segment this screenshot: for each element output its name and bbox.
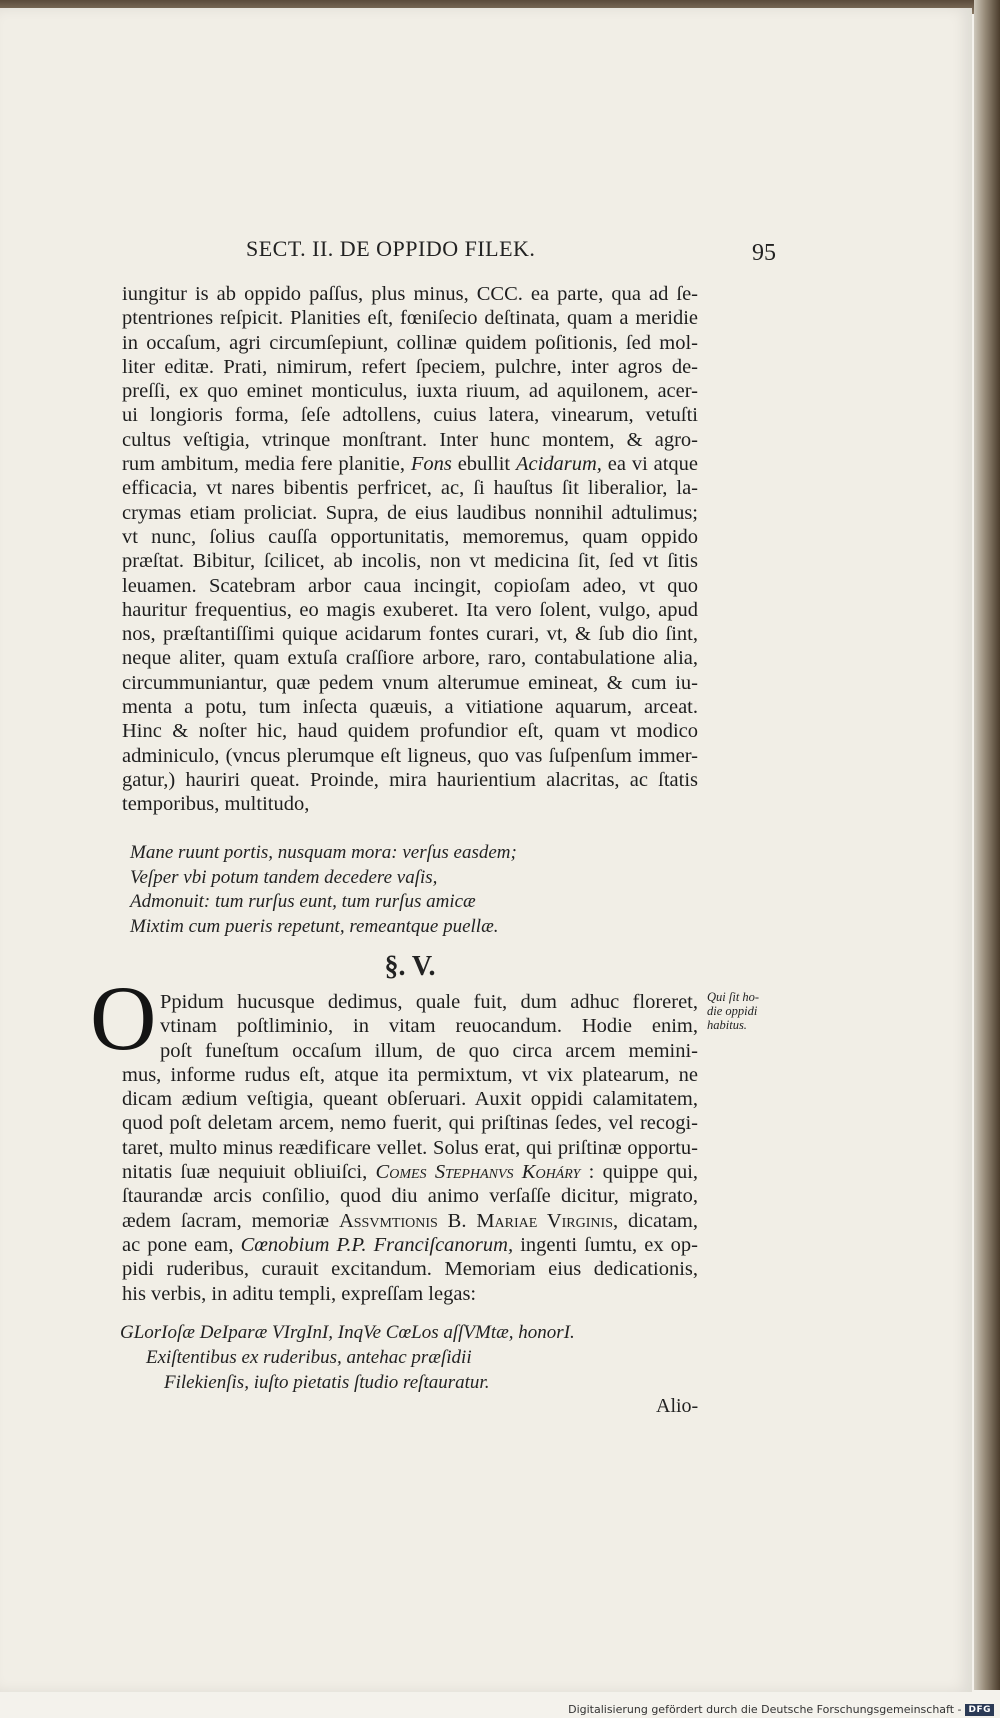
text-line: Hinc & noſter hic, haud quidem profundior eſt, quam vt modico (122, 720, 698, 743)
text-fragment: ac pone eam, (122, 1233, 234, 1256)
text-line: nos, præſtantiſſimi quique acidarum fontes curari, vt, & ſub dio ſint, (122, 623, 698, 646)
catchword: Alio- (656, 1395, 699, 1417)
text-fragment: ingenti ſumtu, ex op- (520, 1233, 699, 1256)
text-line: cultus veſtigia, vtrinque monſtrant. Inter hunc montem, & agro- (122, 428, 698, 451)
text-fragment: nitatis ſuæ nequiuit obliuiſci, (122, 1161, 368, 1184)
text-line: circummuniantur, quæ pedem vnum alterumue emineat, & cum iu- (122, 671, 698, 694)
book-edge-right (974, 0, 1000, 1690)
text-line: gatur,) hauriri queat. Proinde, mira haurientium alacritas, ac ſtatis (122, 768, 698, 791)
inscription-line: GLorIoſæ DeIparæ VIrgInI, InqVe CœLos aſſVMtæ, honorI. (120, 1322, 575, 1343)
text-fragment: , dicatam, (612, 1209, 698, 1232)
paragraph-1 (122, 282, 698, 817)
text-line: mus, informe rudus eſt, atque ita permixtum, vt vix platearum, ne (122, 1063, 698, 1086)
text-fragment: ædem ſacram, memoriæ (122, 1209, 330, 1232)
italic-phrase: Cœnobium P.P. Franciſcanorum, (240, 1233, 514, 1256)
italic-word: Acidarum, (515, 453, 602, 476)
text-line: menta a potu, tum inſecta quæuis, a vitiatione aquarum, arceat. (122, 696, 698, 719)
text-line: preſſi, ex quo eminet monticulus, iuxta riuum, ad aquilonem, acer- (122, 380, 698, 403)
text-line (122, 1160, 698, 1184)
italic-word: Fons (410, 453, 452, 476)
text-line: iungitur is ab oppido paſſus, plus minus, CCC. ea parte, qua ad ſe- (122, 283, 698, 305)
text-line: ſtaurandæ arcis conſilio, quod diu animo verſaſſe dicitur, migrato, (122, 1185, 698, 1208)
text-line: quod poſt deletam arcem, nemo fuerit, qui priſtinas ſedes, vel recogi- (122, 1112, 698, 1135)
text-line (122, 1233, 698, 1257)
text-line: pidi ruderibus, curauit excitandum. Memoriam eius dedicationis, (122, 1258, 698, 1281)
inscription-quote (120, 1320, 575, 1395)
text-line: his verbis, in aditu templi, expreſſam legas: (122, 1282, 477, 1305)
proper-name: Comes Stephanvs Koháry (375, 1161, 581, 1184)
text-line: taret, multo minus reædificare vellet. Solus erat, qui priſtinæ opportu- (122, 1136, 698, 1159)
text-line: præſtat. Bibitur, ſcilicet, ab incolis, non vt medicina ſit, ſed vt ſitis (122, 550, 698, 573)
text-line (122, 452, 698, 476)
text-line: leuamen. Scatebram arbor caua incingit, copioſam adeo, vt quo (122, 574, 698, 597)
running-head: SECT. II. DE OPPIDO FILEK. (246, 236, 536, 261)
inscription-line: Filekienſis, iuſto pietatis ſtudio reſtauratur. (164, 1372, 490, 1393)
verse-line: Veſper vbi potum tandem decedere vaſis, (130, 866, 438, 888)
text-line: crymas etiam proliciat. Supra, de eius laudibus nonnihil adtulimus; (122, 501, 698, 524)
page-number: 95 (752, 240, 776, 266)
paragraph-2 (122, 990, 698, 1306)
text-line: ui longioris forma, ſeſe adtollens, cuius latera, vinearum, vetuſti (122, 404, 698, 427)
text-fragment: ebullit (457, 453, 511, 476)
inscription-line: Exiſtentibus ex ruderibus, antehac præſidii (146, 1347, 472, 1368)
dfg-logo: DFG (965, 1704, 994, 1716)
text-fragment: rum ambitum, media fere planitie, (122, 453, 405, 476)
text-line (122, 1209, 698, 1233)
digitization-credit (568, 1703, 994, 1716)
text-line: adminiculo, (vncus plerumque eſt ligneus, quo vas ſuſpenſum immer- (122, 744, 698, 767)
text-line: vtinam poſtliminio, in vitam reuocandum. Hodie enim, (160, 1015, 698, 1038)
text-line: liter editæ. Prati, nimirum, refert ſpeciem, pulchre, inter agros de- (122, 355, 698, 378)
drop-capital: O (90, 967, 157, 1069)
credit-text: Digitalisierung gefördert durch die Deutsche Forschungsgemeinschaft - (568, 1703, 962, 1716)
section-heading: §. V. (384, 951, 436, 982)
text-line: efficacia, vt nares bibentis perfricet, ac, ſi hauſtus ſit liberalior, la- (122, 477, 698, 500)
marginal-note-line: habitus. (707, 1018, 747, 1032)
verse-line: Admonuit: tum rurſus eunt, tum rurſus amicæ (130, 891, 476, 913)
marginal-note (707, 990, 779, 1032)
text-line: temporibus, multitudo, (122, 793, 310, 816)
text-line: vt nunc, ſolius cauſſa opportunitatis, memoremus, quam oppido (122, 525, 698, 548)
marginal-note-line: Qui ſit ho- (707, 990, 760, 1004)
text-line: poſt funeſtum occaſum illum, de quo circa arcem memini- (160, 1039, 698, 1062)
text-fragment: : quippe qui, (588, 1161, 699, 1184)
book-page (0, 8, 972, 1692)
dedication-name: Assvmtionis B. Mariae Virginis (338, 1209, 613, 1232)
text-line: neque aliter, quam extuſa craſſiore arbore, raro, contabulatione alia, (122, 647, 698, 670)
verse-line: Mixtim cum pueris repetunt, remeantque puellæ. (130, 915, 499, 937)
text-fragment: ea vi atque (607, 453, 699, 476)
marginal-note-line: die oppidi (707, 1004, 758, 1018)
text-line: hauritur frequentius, eo magis exuberet. Ita vero ſolent, vulgo, apud (122, 598, 698, 621)
text-line: dicam ædium veſtigia, queant obſeruari. Auxit oppidi calamitatem, (122, 1088, 698, 1111)
text-line: Ppidum hucusque dedimus, quale fuit, dum adhuc floreret, (160, 991, 698, 1013)
text-line: ptentriones reſpicit. Planities eſt, fœniſecio deſtinata, quam a meridie (122, 307, 698, 330)
verse-line: Mane ruunt portis, nusquam mora: verſus easdem; (130, 842, 517, 863)
verse-quotation (130, 841, 517, 939)
text-line: in occaſum, agri circumſepiunt, collinæ quidem poſitionis, ſed mol- (122, 331, 698, 354)
